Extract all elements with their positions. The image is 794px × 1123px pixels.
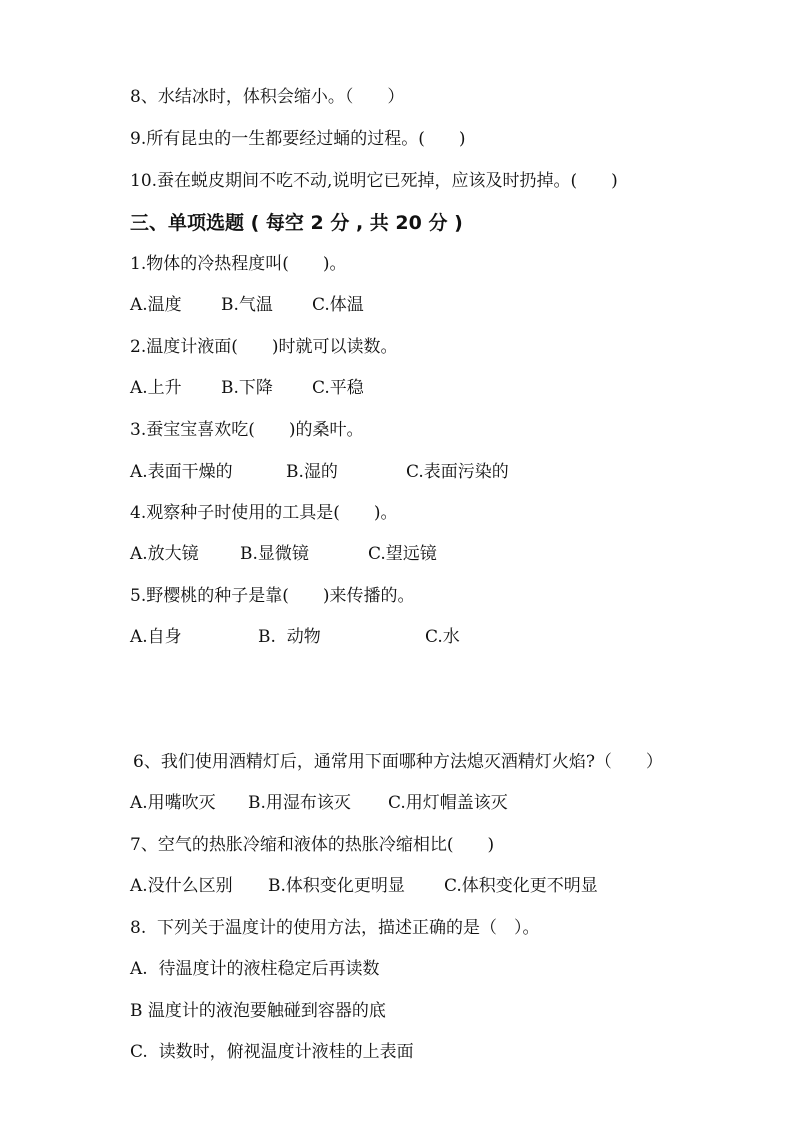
- option-b: B. 动物: [258, 627, 321, 647]
- option-c: C.平稳: [312, 378, 364, 398]
- question-stem: 4.观察种子时使用的工具是( )。: [130, 503, 398, 523]
- option-a: A.表面干燥的: [130, 462, 233, 482]
- option-c: C. 读数时，俯视温度计液桂的上表面: [130, 1042, 414, 1062]
- judgement-question-10: 10.蚕在蜕皮期间不吃不动,说明它已死掉，应该及时扔掉。( ): [130, 171, 618, 191]
- option-a: A.温度: [130, 295, 182, 315]
- option-c: C.水: [425, 627, 460, 647]
- option-b: B.用湿布该灭: [248, 793, 351, 813]
- option-b: B.显微镜: [240, 544, 309, 564]
- option-b: B.湿的: [286, 462, 338, 482]
- option-b: B.气温: [221, 295, 273, 315]
- question-stem: 6、我们使用酒精灯后，通常用下面哪种方法熄灭酒精灯火焰?（ ）: [133, 752, 663, 772]
- option-a: A.放大镜: [130, 544, 199, 564]
- question-stem: 3.蚕宝宝喜欢吃( )的桑叶。: [130, 420, 364, 440]
- option-c: C.体温: [312, 295, 364, 315]
- option-c: C.望远镜: [368, 544, 437, 564]
- option-c: C.体积变化更不明显: [444, 876, 598, 896]
- option-a: A.上升: [130, 378, 182, 398]
- option-c: C.表面污染的: [406, 462, 509, 482]
- question-stem: 8. 下列关于温度计的使用方法，描述正确的是（ ）。: [130, 918, 540, 938]
- question-stem: 2.温度计液面( )时就可以读数。: [130, 337, 398, 357]
- question-stem: 7、空气的热胀冷缩和液体的热胀冷缩相比( ): [130, 835, 495, 855]
- option-b: B 温度计的液泡要触碰到容器的底: [130, 1001, 386, 1021]
- question-stem: 1.物体的冷热程度叫( )。: [130, 254, 347, 274]
- judgement-question-8: 8、水结冰时，体积会缩小。（ ）: [130, 87, 405, 107]
- judgement-question-9: 9.所有昆虫的一生都要经过蛹的过程。( ): [130, 129, 466, 149]
- option-c: C.用灯帽盖该灭: [388, 793, 508, 813]
- option-a: A.用嘴吹灭: [130, 793, 216, 813]
- option-b: B.下降: [221, 378, 273, 398]
- option-a: A. 待温度计的液柱稳定后再读数: [130, 959, 380, 979]
- option-a: A.自身: [130, 627, 182, 647]
- question-stem: 5.野樱桃的种子是靠( )来传播的。: [130, 586, 415, 606]
- option-a: A.没什么区别: [130, 876, 233, 896]
- option-b: B.体积变化更明显: [268, 876, 405, 896]
- section-heading: 三、单项选题 ( 每空 2 分 , 共 20 分 ): [130, 212, 463, 234]
